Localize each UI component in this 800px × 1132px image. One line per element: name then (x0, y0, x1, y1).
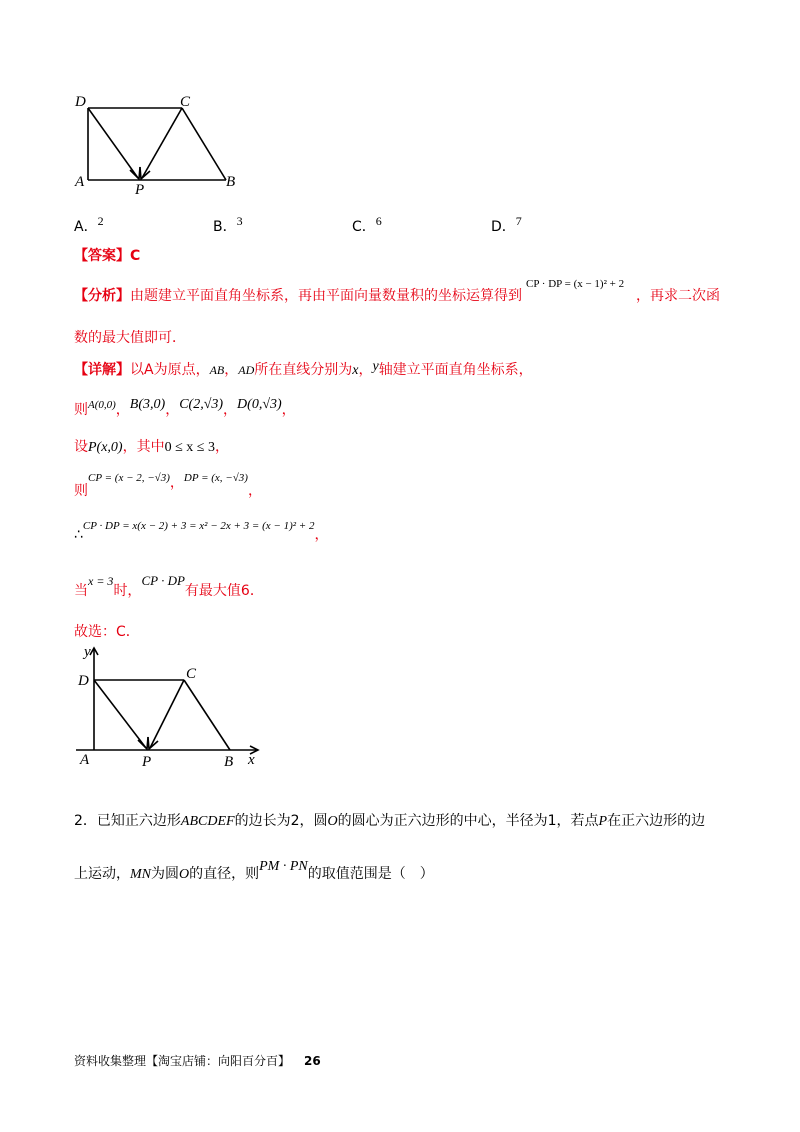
detail-line-1 (74, 359, 533, 379)
detail-l5-therefore: ∴ (74, 527, 83, 543)
detail-l1-x: x (352, 363, 359, 378)
q2-line1b: 的边长为2，圆 (234, 813, 328, 829)
detail-l6-expr: CP · DP (141, 573, 185, 588)
q2-line1d: 在正六边形的边 (607, 813, 706, 829)
label-c: C (180, 94, 191, 110)
footer (74, 1052, 321, 1069)
detail-l1-t1: 以A为原点， (130, 362, 210, 378)
analysis-text-2: ，再求二次函 (636, 288, 720, 304)
detail-l4-ze: 则 (74, 483, 88, 499)
detail-l1-ad: AD (238, 363, 255, 377)
detail-l2-sep-3: ， (223, 402, 238, 418)
detail-l2-b: B(3,0) (129, 397, 166, 412)
detail-l3-mid: ，其中 (122, 439, 165, 455)
answer-tag: 【答案】 (74, 248, 130, 264)
segment-cb (184, 680, 230, 750)
label-y: y (84, 644, 91, 660)
option-a-value: 2 (97, 214, 104, 228)
detail-l1-t5: 轴建立平面直角坐标系， (378, 362, 533, 378)
label-d: D (78, 673, 89, 689)
answer-line (74, 245, 140, 265)
trapezoid-figure-1 (70, 90, 250, 200)
detail-l1-t3: 所在直线分别为 (254, 362, 353, 378)
detail-l1-y: y (372, 359, 379, 374)
option-d-value: 7 (515, 214, 522, 228)
detail-l2-sep-2: ， (165, 402, 180, 418)
vector-dp (88, 108, 138, 178)
footer-text: 资料收集整理【淘宝店铺：向阳百分百】 (74, 1054, 291, 1068)
analysis-text-1: 由题建立平面直角坐标系，再由平面向量数量积的坐标运算得到 (130, 288, 522, 304)
q2-line1a: 已知正六边形 (96, 813, 181, 829)
detail-l4-sep: ， (169, 475, 184, 491)
coordinate-figure-2 (70, 642, 270, 772)
segment-cb (182, 108, 226, 180)
detail-l4-end: ， (247, 483, 262, 499)
option-d (491, 216, 522, 236)
conclusion: 故选：C． (74, 624, 140, 640)
analysis-line-1 (74, 285, 522, 305)
detail-l1-t2: ， (224, 362, 239, 378)
detail-l3-end: ， (214, 439, 229, 455)
option-a-letter: A． (74, 219, 98, 235)
option-d-letter: D． (491, 219, 516, 235)
page-number: 26 (304, 1054, 321, 1068)
vector-dp (94, 680, 146, 748)
q2-line2d: 的取值范围是（ ） (307, 866, 434, 882)
q2-mn: MN (130, 867, 151, 882)
option-c (352, 216, 382, 236)
label-d: D (75, 94, 86, 110)
option-b-value: 3 (236, 214, 243, 228)
detail-l3-she: 设 (74, 439, 88, 455)
q2-number: 2． (74, 813, 97, 829)
detail-l5-eq: CP · DP = x(x − 2) + 3 = x² − 2x + 3 = (x − 1)² + 2 (82, 520, 315, 532)
analysis-tag: 【分析】 (74, 288, 130, 304)
detail-line-5 (74, 514, 329, 543)
label-c: C (186, 666, 197, 682)
detail-l6-tail: 有最大值6． (184, 583, 264, 599)
q2-line2c: 的直径，则 (189, 866, 260, 882)
vector-cp (150, 680, 184, 748)
detail-l3-range: 0 ≤ x ≤ 3 (164, 440, 215, 455)
analysis-formula: CP · DP = (x − 1)² + 2 (526, 278, 625, 290)
detail-l4-cp: CP = (x − 2, −√3) (88, 472, 170, 484)
label-p: P (142, 754, 152, 770)
question-2-line-1 (74, 810, 705, 830)
option-b-letter: B． (213, 219, 237, 235)
q2-line2a: 上运动， (74, 866, 130, 882)
option-c-letter: C． (352, 219, 376, 235)
detail-line-6 (74, 570, 264, 599)
detail-l2-d: D(0,√3) (237, 397, 282, 412)
label-b: B (226, 174, 236, 190)
analysis-text-3: 数的最大值即可． (74, 330, 186, 346)
label-b: B (224, 754, 234, 770)
detail-tag: 【详解】 (74, 362, 130, 378)
detail-l3-p: P(x,0) (88, 440, 123, 455)
option-b (213, 216, 243, 236)
detail-l2-sep-1: ， (115, 402, 130, 418)
detail-l2-c: C(2,√3) (179, 397, 224, 412)
q2-line2b: 为圆 (151, 866, 179, 882)
q2-expr: PM · PN (259, 859, 308, 874)
label-a: A (75, 174, 85, 190)
option-c-value: 6 (375, 214, 382, 228)
question-2-line-2 (74, 855, 434, 882)
q2-hexagon: ABCDEF (180, 814, 235, 829)
q2-o2: O (179, 867, 190, 882)
detail-line-2 (74, 393, 296, 418)
label-a: A (80, 752, 90, 768)
label-p: P (135, 182, 145, 198)
answer-value: C (130, 248, 141, 264)
q2-line1c: 的圆心为正六边形的中心，半径为1，若点 (337, 813, 599, 829)
detail-l6-dang: 当 (74, 583, 88, 599)
detail-l5-end: ， (314, 527, 329, 543)
q2-p: P (598, 814, 608, 829)
detail-l1-ab: AB (209, 363, 225, 377)
detail-l2-end: ， (281, 402, 296, 418)
label-x: x (248, 752, 255, 768)
detail-l2-ze: 则 (74, 402, 88, 418)
detail-line-4 (74, 466, 262, 499)
detail-l1-t4: ， (358, 362, 373, 378)
detail-l6-cond: x = 3 (88, 574, 114, 588)
q2-o: O (327, 814, 338, 829)
detail-l6-shi: 时， (113, 583, 142, 599)
option-a (74, 216, 104, 236)
detail-line-3 (74, 436, 229, 456)
detail-l4-dp: DP = (x, −√3) (183, 472, 248, 484)
detail-l2-a: A(0,0) (88, 399, 116, 411)
vector-cp (142, 108, 182, 178)
